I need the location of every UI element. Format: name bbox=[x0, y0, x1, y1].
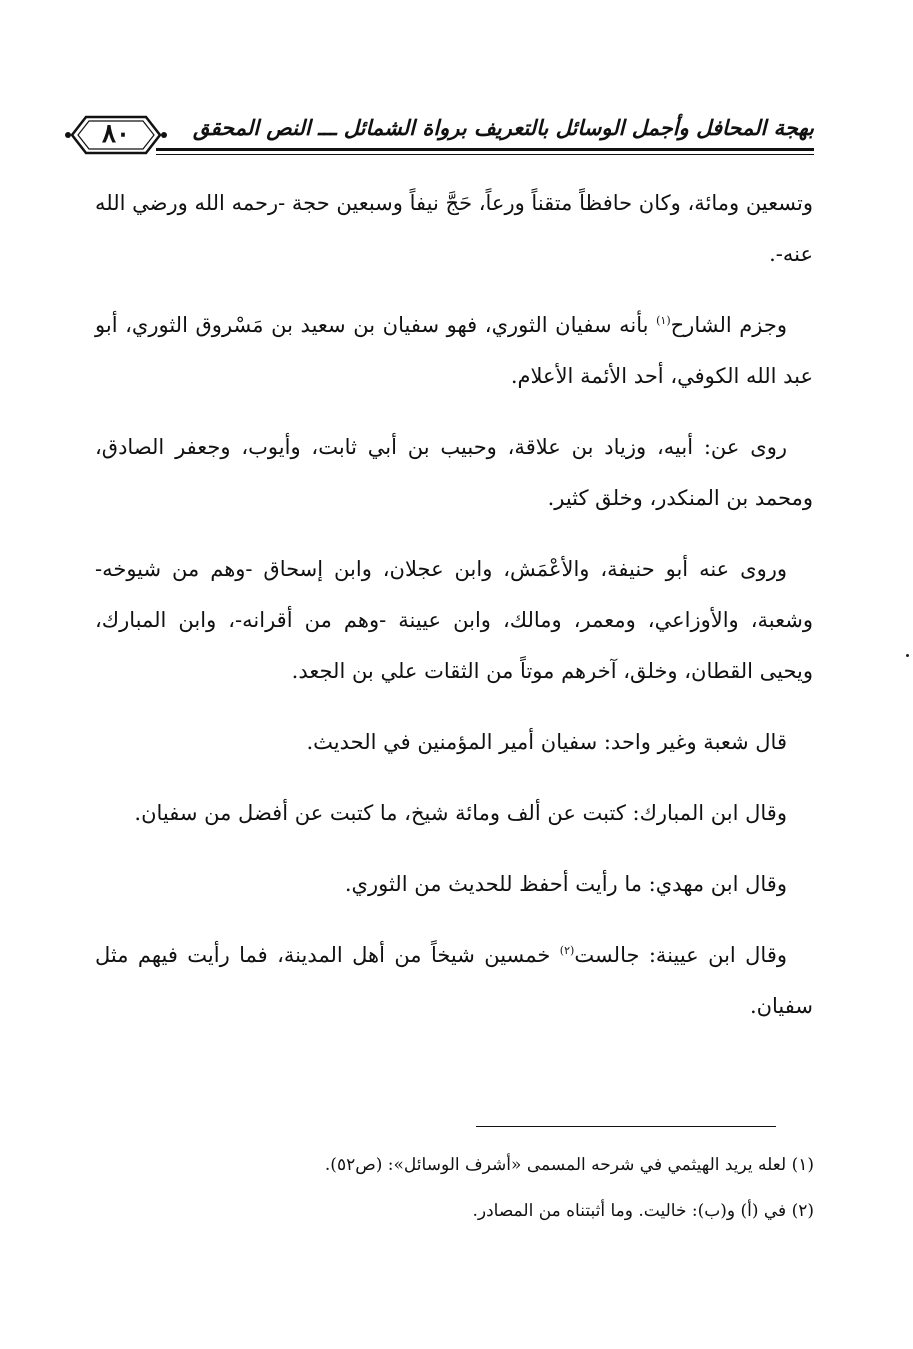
body-text bbox=[95, 178, 813, 1052]
footnote: (٢) في (أ) و(ب): خاليت. وما أثبتناه من المصادر. bbox=[472, 1201, 814, 1221]
footnotes bbox=[200, 1142, 814, 1234]
paragraph-text: بأنه سفيان الثوري، فهو سفيان بن سعيد بن مَسْروق الثوري، أبو عبد الله الكوفي، أحد الأئمة الأعلام. bbox=[95, 313, 813, 388]
paragraph: وتسعين ومائة، وكان حافظاً متقناً ورعاً، حَجَّ نيفاً وسبعين حجة -رحمه الله ورضي الله عنه-. bbox=[95, 191, 813, 266]
paragraph bbox=[95, 930, 813, 1032]
header-rule bbox=[156, 148, 814, 151]
page-number: ٨٠ bbox=[102, 119, 130, 149]
paragraph-text: وقال ابن عيينة: جالست bbox=[574, 943, 787, 967]
footnote: (١) لعله يريد الهيثمي في شرحه المسمى «أشرف الوسائل»: (ص٥٢). bbox=[324, 1155, 814, 1175]
paragraph: وقال ابن المبارك: كتبت عن ألف ومائة شيخ، ما كتبت عن أفضل من سفيان. bbox=[134, 801, 787, 825]
paragraph-text: خمسين شيخاً من أهل المدينة، فما رأيت فيهم مثل سفيان. bbox=[95, 943, 813, 1018]
scan-speck bbox=[906, 654, 909, 657]
page-header bbox=[64, 105, 814, 163]
paragraph-text: وجزم الشارح bbox=[670, 313, 787, 337]
paragraph: قال شعبة وغير واحد: سفيان أمير المؤمنين في الحديث. bbox=[306, 730, 787, 754]
page-number-badge bbox=[64, 109, 168, 161]
paragraph: وروى عنه أبو حنيفة، والأعْمَش، وابن عجلان، وابن إسحاق -وهم من شيوخه- وشعبة، والأوزاعي، ومعمر، ومالك، وابن عيينة -وهم من أقرانه-، وابن المبارك، ويحيى القطان، وخلق، آخرهم موتاً من الثقات علي بن الجعد. bbox=[95, 557, 813, 683]
footnote-separator bbox=[476, 1126, 776, 1127]
paragraph bbox=[95, 300, 813, 402]
paragraph: وقال ابن مهدي: ما رأيت أحفظ للحديث من الثوري. bbox=[344, 872, 787, 896]
paragraph: روى عن: أبيه، وزياد بن علاقة، وحبيب بن أبي ثابت، وأيوب، وجعفر الصادق، ومحمد بن المنكدر، وخلق كثير. bbox=[95, 435, 813, 510]
running-title: بهجة المحافل وأجمل الوسائل بالتعريف برواة الشمائل ـــ النص المحقق bbox=[193, 115, 814, 140]
header-rule-thin bbox=[156, 154, 814, 155]
footnote-reference: (١) bbox=[656, 314, 671, 327]
footnote-reference: (٢) bbox=[559, 944, 575, 957]
